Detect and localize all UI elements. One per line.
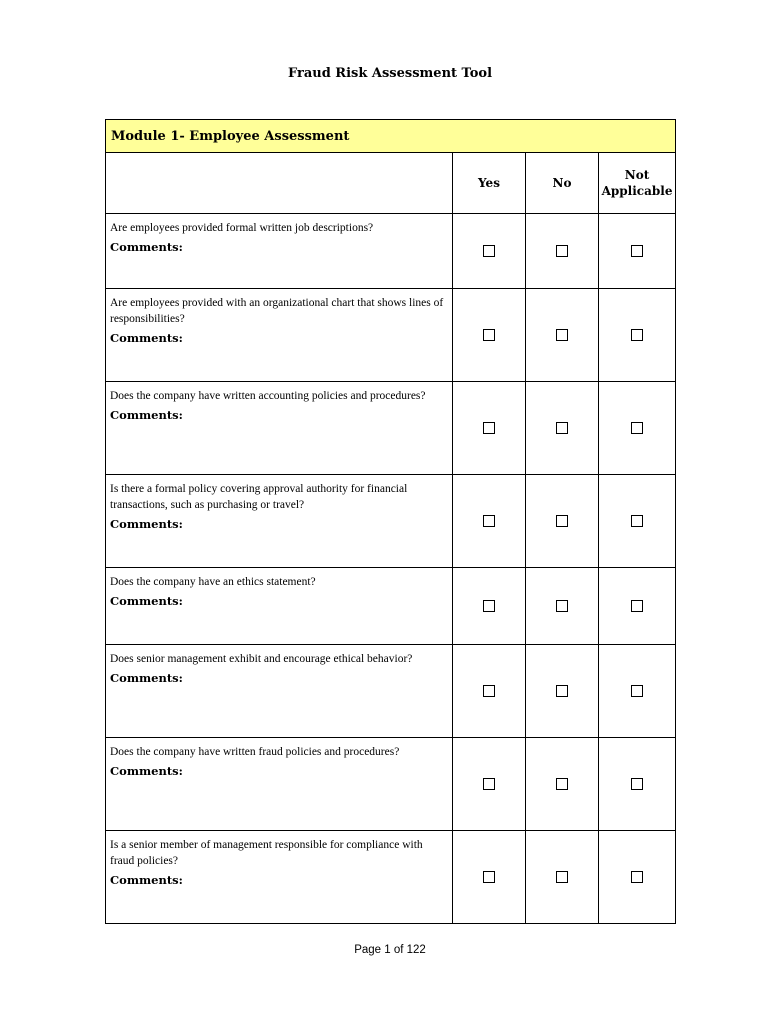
comments-label: Comments: xyxy=(110,594,183,608)
question-text: Does the company have written fraud policies and procedures? xyxy=(110,746,400,758)
question-header-cell xyxy=(106,153,453,214)
yes-checkbox[interactable] xyxy=(483,778,495,790)
question-text: Does the company have an ethics statement? xyxy=(110,576,316,588)
question-cell xyxy=(106,214,453,289)
question-row xyxy=(106,738,676,831)
no-checkbox[interactable] xyxy=(556,871,568,883)
yes-checkbox[interactable] xyxy=(483,600,495,612)
question-row xyxy=(106,475,676,568)
document-title: Fraud Risk Assessment Tool xyxy=(287,66,493,81)
question-text: Is a senior member of management responsible for compliance with fraud policies? xyxy=(110,839,423,867)
question-row xyxy=(106,568,676,645)
question-cell xyxy=(106,475,453,568)
question-text: Are employees provided with an organizational chart that shows lines of responsibilities? xyxy=(110,297,444,325)
yes-checkbox[interactable] xyxy=(483,685,495,697)
column-header-not-applicable: Not Applicable xyxy=(599,153,676,214)
not-applicable-checkbox[interactable] xyxy=(631,871,643,883)
page-number: Page 1 of 122 xyxy=(354,944,426,956)
question-text: Does senior management exhibit and encourage ethical behavior? xyxy=(110,653,413,665)
comments-label: Comments: xyxy=(110,240,183,254)
no-checkbox[interactable] xyxy=(556,329,568,341)
question-cell xyxy=(106,738,453,831)
no-checkbox[interactable] xyxy=(556,685,568,697)
comments-label: Comments: xyxy=(110,331,183,345)
column-header-no: No xyxy=(526,153,599,214)
question-row xyxy=(106,289,676,382)
yes-checkbox[interactable] xyxy=(483,515,495,527)
no-checkbox[interactable] xyxy=(556,778,568,790)
question-row xyxy=(106,645,676,738)
yes-checkbox[interactable] xyxy=(483,329,495,341)
question-row xyxy=(106,214,676,289)
not-applicable-checkbox[interactable] xyxy=(631,600,643,612)
not-applicable-checkbox[interactable] xyxy=(631,778,643,790)
question-cell xyxy=(106,568,453,645)
not-applicable-checkbox[interactable] xyxy=(631,515,643,527)
question-text: Does the company have written accounting policies and procedures? xyxy=(110,390,426,402)
question-cell xyxy=(106,289,453,382)
yes-checkbox[interactable] xyxy=(483,871,495,883)
no-checkbox[interactable] xyxy=(556,422,568,434)
no-checkbox[interactable] xyxy=(556,515,568,527)
question-text: Are employees provided formal written job descriptions? xyxy=(110,222,374,234)
column-header-row xyxy=(106,153,676,214)
question-cell xyxy=(106,831,453,924)
yes-checkbox[interactable] xyxy=(483,245,495,257)
no-checkbox[interactable] xyxy=(556,600,568,612)
yes-checkbox[interactable] xyxy=(483,422,495,434)
question-cell xyxy=(106,645,453,738)
question-row xyxy=(106,831,676,924)
comments-label: Comments: xyxy=(110,517,183,531)
not-applicable-checkbox[interactable] xyxy=(631,245,643,257)
no-checkbox[interactable] xyxy=(556,245,568,257)
question-text: Is there a formal policy covering approval authority for financial transactions, such as purchasing or travel? xyxy=(110,483,408,511)
question-cell xyxy=(106,382,453,475)
assessment-table xyxy=(105,119,676,924)
comments-label: Comments: xyxy=(110,671,183,685)
module-title: Module 1- Employee Assessment xyxy=(106,120,676,153)
column-header-yes: Yes xyxy=(453,153,526,214)
not-applicable-checkbox[interactable] xyxy=(631,329,643,341)
question-row xyxy=(106,382,676,475)
not-applicable-checkbox[interactable] xyxy=(631,422,643,434)
not-applicable-checkbox[interactable] xyxy=(631,685,643,697)
comments-label: Comments: xyxy=(110,873,183,887)
comments-label: Comments: xyxy=(110,764,183,778)
comments-label: Comments: xyxy=(110,408,183,422)
